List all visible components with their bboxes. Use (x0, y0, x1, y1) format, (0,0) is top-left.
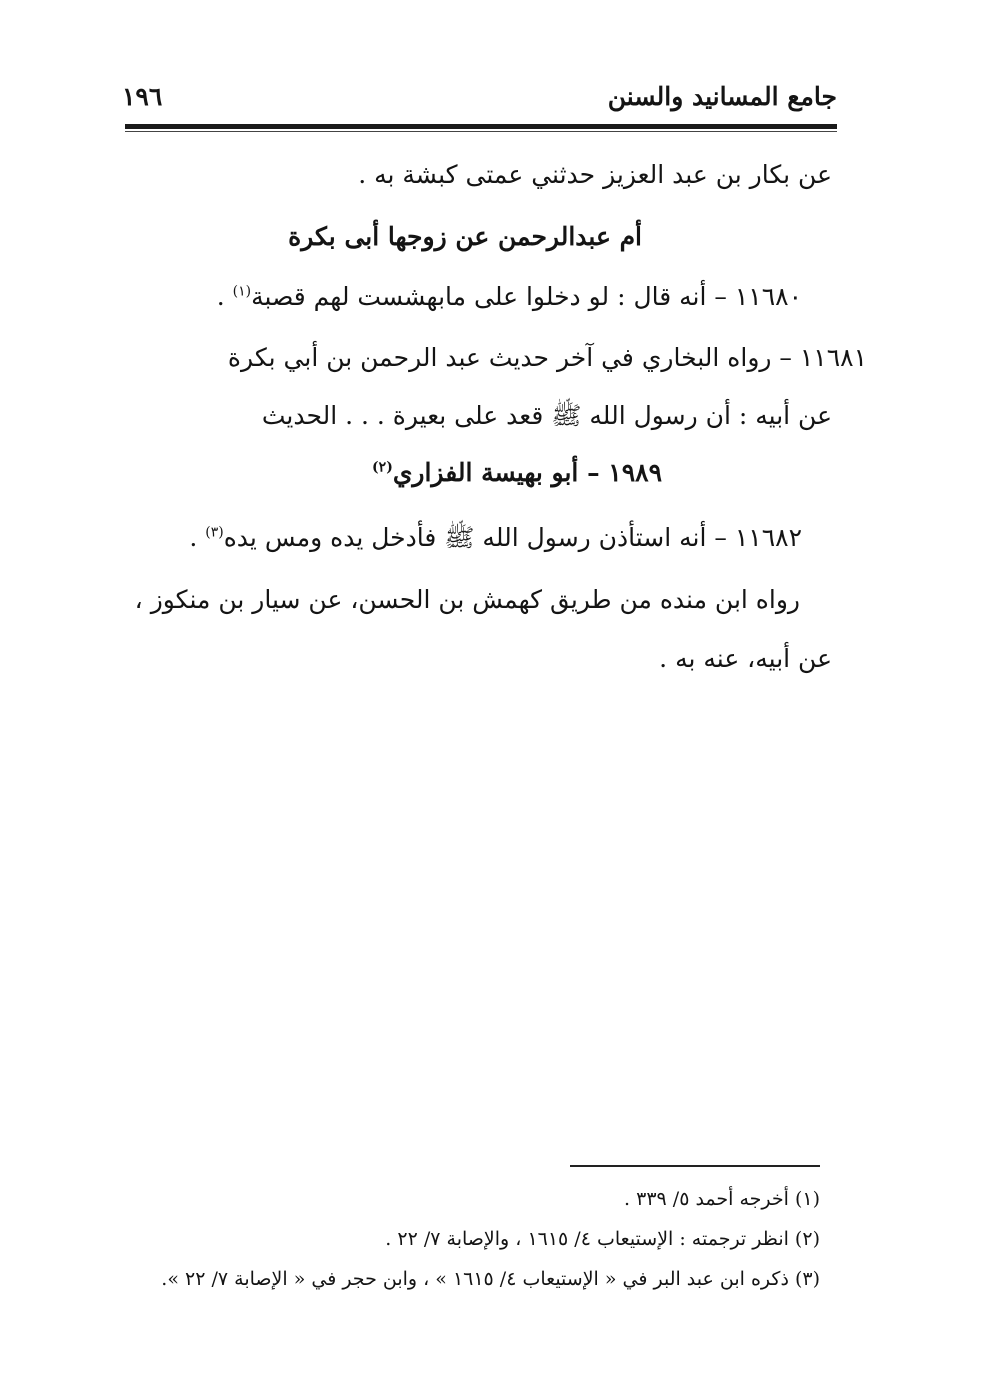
narration-line-2: عن أبيه، عنه به . (659, 644, 832, 673)
section-heading: أم عبدالرحمن عن زوجها أبى بكرة (288, 222, 642, 251)
page-number: ١٩٦ (122, 82, 163, 111)
hadith-11681-line-2: عن أبيه : أن رسول الله ﷺ قعد على بعيرة . . . الحديث (261, 401, 832, 430)
header-rule-thin (125, 131, 837, 132)
section-heading (372, 458, 662, 487)
heading-text: ١٩٨٩ – أبو بهيسة الفزاري (392, 458, 662, 487)
hadith-end: . (216, 282, 233, 311)
hadith-11682 (189, 522, 802, 559)
footnote-mark: (٢) (372, 459, 393, 476)
footnote-mark: (٣) (205, 524, 224, 541)
hadith-11681-line-1: ١١٦٨١ – رواه البخاري في آخر حديث عبد الرحمن بن أبي بكرة (227, 343, 867, 372)
header-rule (125, 124, 837, 129)
hadith-text: ١١٦٨٢ – أنه استأذن رسول الله ﷺ فأدخل يده ومس يده (223, 523, 802, 552)
hadith-11680 (217, 282, 802, 311)
hadith-text: ١١٦٨٠ – أنه قال : لو دخلوا على مابهشست لهم قصبة (251, 282, 802, 311)
footnote-1: (١) أخرجه أحمد ٥/ ٣٣٩ . (624, 1188, 820, 1210)
footnote-2: (٢) انظر ترجمته : الإستيعاب ٤/ ١٦١٥ ، والإصابة ٧/ ٢٢ . (385, 1228, 820, 1250)
footnote-separator (570, 1165, 820, 1167)
footnote-3: (٣) ذكره ابن عبد البر في « الإستيعاب ٤/ ١٦١٥ » ، وابن حجر في « الإصابة ٧/ ٢٢ ». (161, 1268, 820, 1290)
running-head-title: جامع المسانيد والسنن (607, 82, 837, 111)
footnote-mark: (١) (232, 283, 252, 300)
text-line: عن بكار بن عبد العزيز حدثني عمتى كبشة به . (358, 160, 832, 189)
narration-line-1: رواه ابن منده من طريق كهمش بن الحسن، عن سيار بن منكوز ، (134, 585, 800, 614)
hadith-end: . (189, 523, 206, 552)
